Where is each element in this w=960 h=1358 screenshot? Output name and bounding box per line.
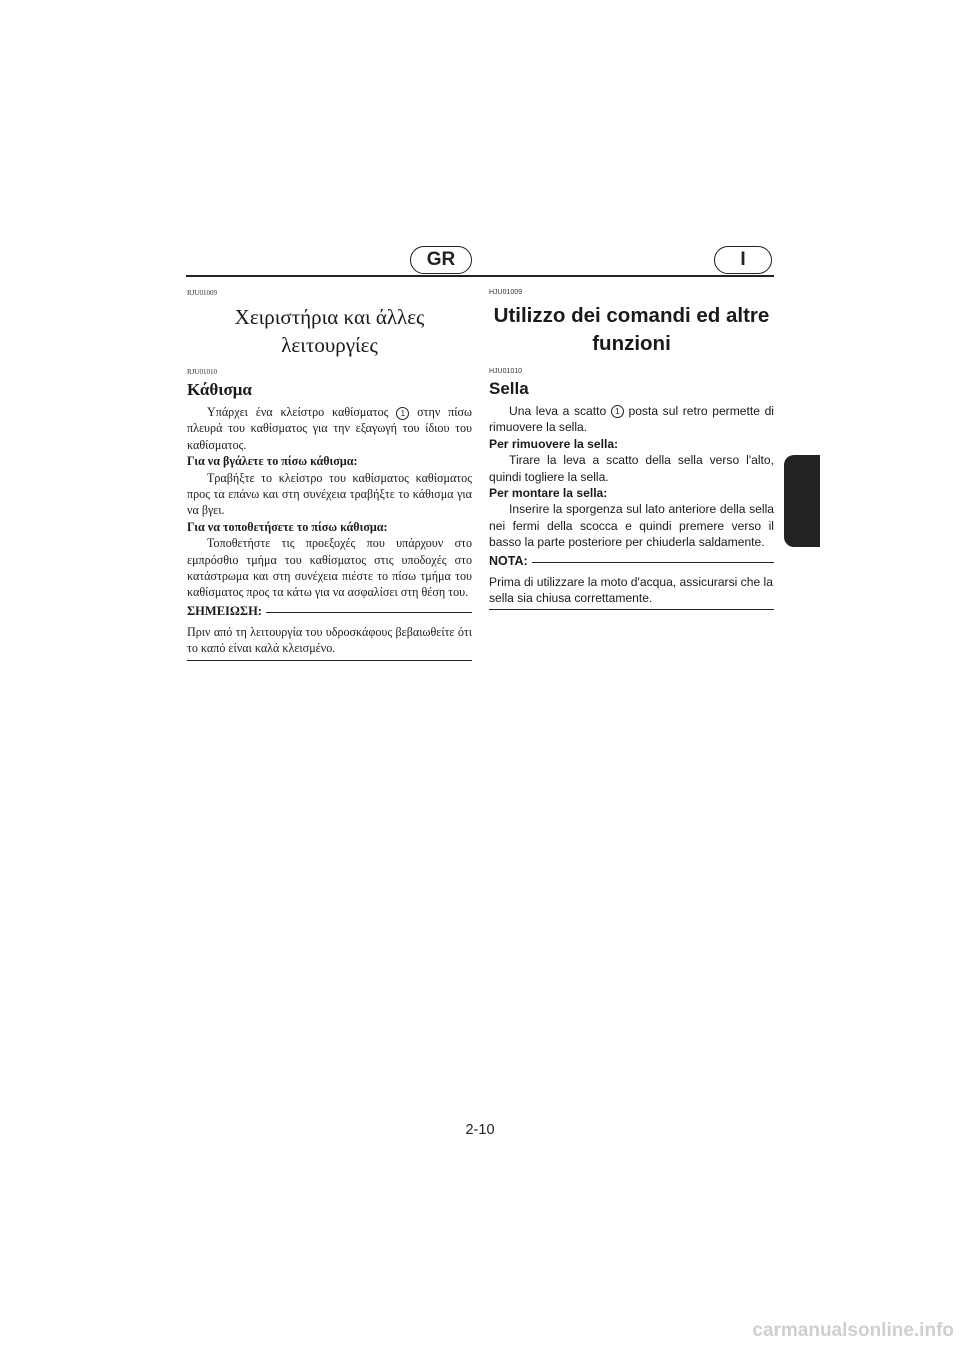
section-code: HJU01009 xyxy=(489,289,523,296)
remove-text: Τραβήξτε το κλείστρο του καθίσματος καθίσματος προς τα επάνω και στη συνέχεια τραβήξτε το κάθισμα για να βγει. xyxy=(187,470,472,518)
remove-heading: Per rimuovere la sella: xyxy=(489,436,619,451)
note-rule xyxy=(266,612,472,613)
note-label: NOTA: xyxy=(489,553,528,568)
section-code: RJU01009 xyxy=(187,289,217,297)
install-heading: Per montare la sella: xyxy=(489,486,608,501)
section-title: Utilizzo dei comandi ed altre funzioni xyxy=(493,304,770,355)
note-bottom-rule xyxy=(187,660,472,661)
subsection-code: RJU01010 xyxy=(187,368,217,376)
note-header xyxy=(187,603,472,619)
intro-paragraph xyxy=(489,403,774,436)
remove-heading: Για να βγάλετε το πίσω κάθισμα: xyxy=(187,454,358,469)
install-text: Inserire la sporgenza sul lato anteriore della sella nei fermi della scocca e quindi premere verso il basso la parte posteriore per chiuderla saldamente. xyxy=(489,502,774,550)
chapter-tab xyxy=(784,455,820,547)
italian-column xyxy=(489,289,774,610)
language-badge-i: I xyxy=(714,246,772,274)
intro-text-a: Υπάρχει ένα κλείστρο καθίσματος xyxy=(207,405,389,419)
note-rule xyxy=(532,562,774,563)
callout-1-icon: 1 xyxy=(611,405,624,418)
intro-text-b: posta sul retro permette di rimuovere la sella. xyxy=(489,404,774,435)
subsection-title: Κάθισμα xyxy=(187,380,252,399)
section-title: Χειριστήρια και άλλες λειτουργίες xyxy=(234,305,425,357)
install-heading: Για να τοποθετήσετε το πίσω κάθισμα: xyxy=(187,519,388,534)
subsection-code: HJU01010 xyxy=(489,368,523,375)
intro-text-a: Una leva a scatto xyxy=(509,404,607,418)
language-badge-gr: GR xyxy=(410,246,472,274)
install-text: Τοποθετήστε τις προεξοχές που υπάρχουν στο εμπρόσθιο τμήμα του καθίσματος στις υποδοχές στο κατάστρωμα και στη συνέχεια πιέστε το πίσω τμήμα του καθίσματος προς τα κάτω για να ασφαλίσει στη θέση του. xyxy=(187,536,472,600)
intro-text-b: στην πίσω πλευρά του καθίσματος για την εξαγωγή του ίδιου του καθίσματος. xyxy=(187,405,472,452)
page-number: 2-10 xyxy=(465,1122,495,1138)
callout-1-icon: 1 xyxy=(396,407,409,420)
header-rule xyxy=(186,275,774,277)
greek-column xyxy=(187,289,472,661)
watermark: carmanualsonline.info xyxy=(752,1320,954,1341)
intro-paragraph xyxy=(187,404,472,453)
note-bottom-rule xyxy=(489,609,774,610)
note-label: ΣΗΜΕΙΩΣΗ: xyxy=(187,603,262,618)
subsection-title: Sella xyxy=(489,379,529,398)
remove-text: Tirare la leva a scatto della sella verso l'alto, quindi togliere la sella. xyxy=(489,453,774,484)
note-text: Prima di utilizzare la moto d'acqua, assicurarsi che la sella sia chiusa correttamente. xyxy=(489,574,773,606)
note-header xyxy=(489,553,774,569)
note-text: Πριν από τη λειτουργία του υδροσκάφους βεβαιωθείτε ότι το καπό είναι καλά κλεισμένο. xyxy=(187,624,472,656)
